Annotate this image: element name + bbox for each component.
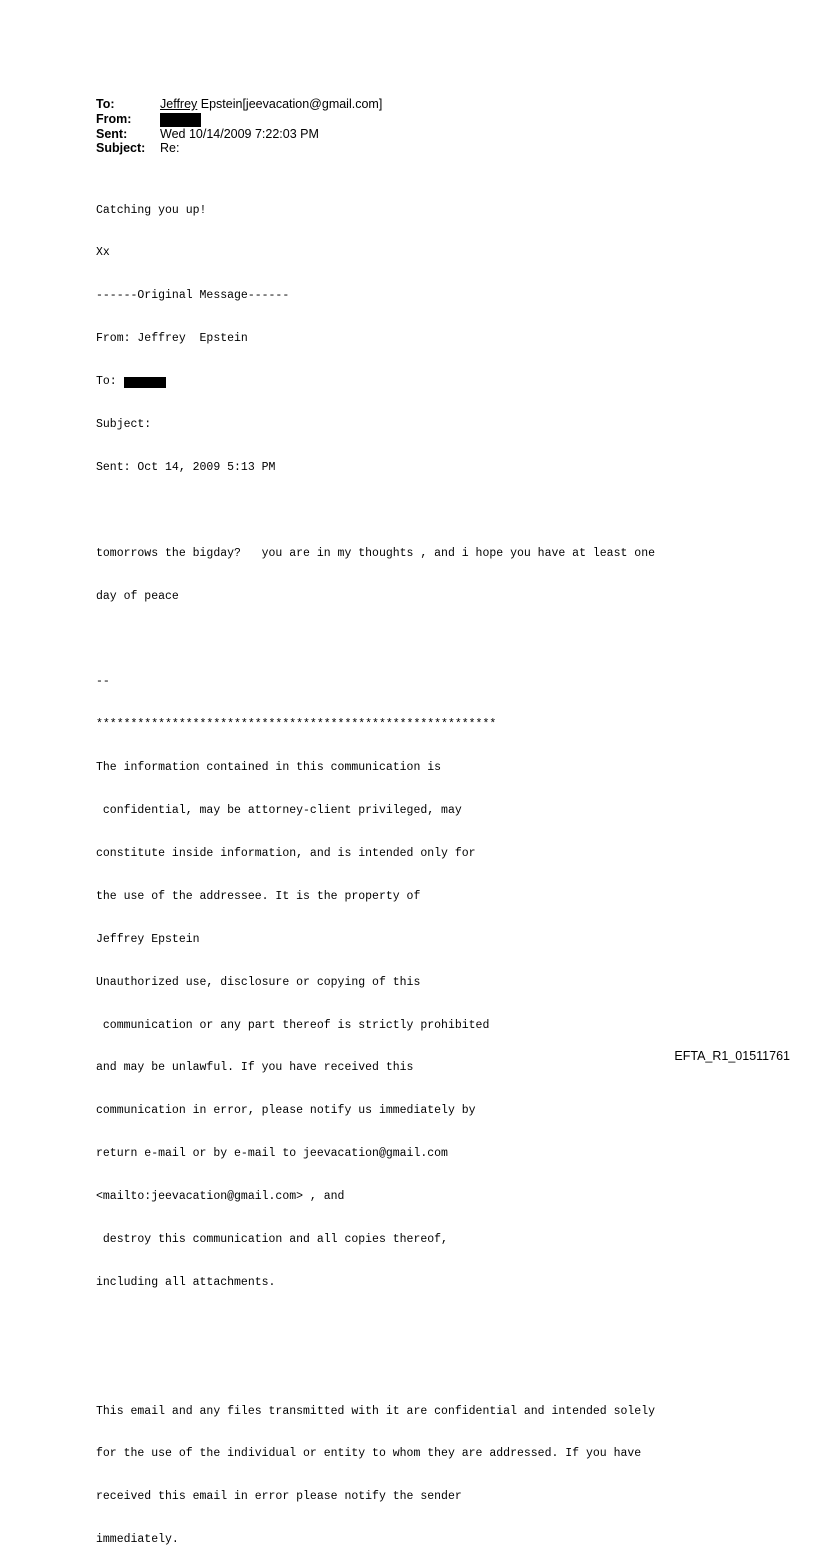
to-value-rest: Epstein[jeevacation@gmail.com] — [197, 97, 383, 111]
original-message-marker: ------Original Message------ — [96, 289, 290, 303]
confidentiality-line: received this email in error please notify the sender — [96, 1490, 462, 1504]
disclaimer-line: and may be unlawful. If you have received this — [96, 1061, 414, 1075]
disclaimer-line: destroy this communication and all copies thereof, — [96, 1232, 448, 1246]
message-line: day of peace — [96, 589, 179, 603]
sent-row — [96, 127, 382, 142]
sent-label: Sent: — [96, 126, 128, 141]
disclaimer-line: constitute inside information, and is intended only for — [96, 846, 476, 860]
email-body — [96, 175, 655, 1562]
reply-line: Catching you up! — [96, 203, 207, 217]
blank-line — [96, 633, 655, 647]
signature-stars: ********************************************************** — [96, 718, 497, 732]
disclaimer-line: The information contained in this communication is — [96, 761, 442, 775]
to-row — [96, 97, 382, 112]
to-label: To: — [96, 97, 115, 111]
from-row — [96, 112, 382, 127]
sent-value: Wed 10/14/2009 7:22:03 PM — [160, 126, 319, 141]
blank-line — [96, 1319, 655, 1333]
blank-line — [96, 1362, 655, 1376]
subject-value: Re: — [160, 141, 180, 155]
disclaimer-line: including all attachments. — [96, 1275, 276, 1289]
reply-line: Xx — [96, 246, 110, 260]
redaction-box — [160, 113, 201, 127]
disclaimer-line: Jeffrey Epstein — [96, 932, 200, 946]
disclaimer-line: communication or any part thereof is strictly prohibited — [96, 1018, 490, 1032]
to-name-first: Jeffrey — [160, 97, 198, 111]
confidentiality-line: This email and any files transmitted with it are confidential and intended solely — [96, 1404, 655, 1418]
disclaimer-line: the use of the addressee. It is the property of — [96, 889, 421, 903]
message-line: tomorrows the bigday? you are in my thoughts , and i hope you have at least one — [96, 546, 655, 560]
original-to — [96, 375, 655, 389]
signature-dash: -- — [96, 675, 110, 689]
original-from: From: Jeffrey Epstein — [96, 332, 248, 346]
to-value — [160, 97, 382, 112]
confidentiality-line: immediately. — [96, 1533, 179, 1547]
subject-label: Subject: — [96, 141, 146, 155]
original-to-label: To: — [96, 375, 124, 389]
disclaimer-line: communication in error, please notify us immediately by — [96, 1104, 476, 1118]
disclaimer-line: return e-mail or by e-mail to jeevacation@gmail.com — [96, 1147, 448, 1161]
subject-row — [96, 141, 382, 156]
original-sent: Sent: Oct 14, 2009 5:13 PM — [96, 460, 276, 474]
redaction-box — [124, 377, 166, 388]
blank-line — [96, 504, 655, 518]
from-label: From: — [96, 111, 132, 126]
confidentiality-line: for the use of the individual or entity to whom they are addressed. If you have — [96, 1447, 642, 1461]
disclaimer-line: confidential, may be attorney-client privileged, may — [96, 804, 462, 818]
original-subject: Subject: — [96, 418, 152, 432]
disclaimer-line: Unauthorized use, disclosure or copying of this — [96, 975, 421, 989]
disclaimer-line: <mailto:jeevacation@gmail.com> , and — [96, 1190, 345, 1204]
email-header — [96, 97, 382, 156]
document-id: EFTA_R1_01511761 — [674, 1049, 790, 1063]
